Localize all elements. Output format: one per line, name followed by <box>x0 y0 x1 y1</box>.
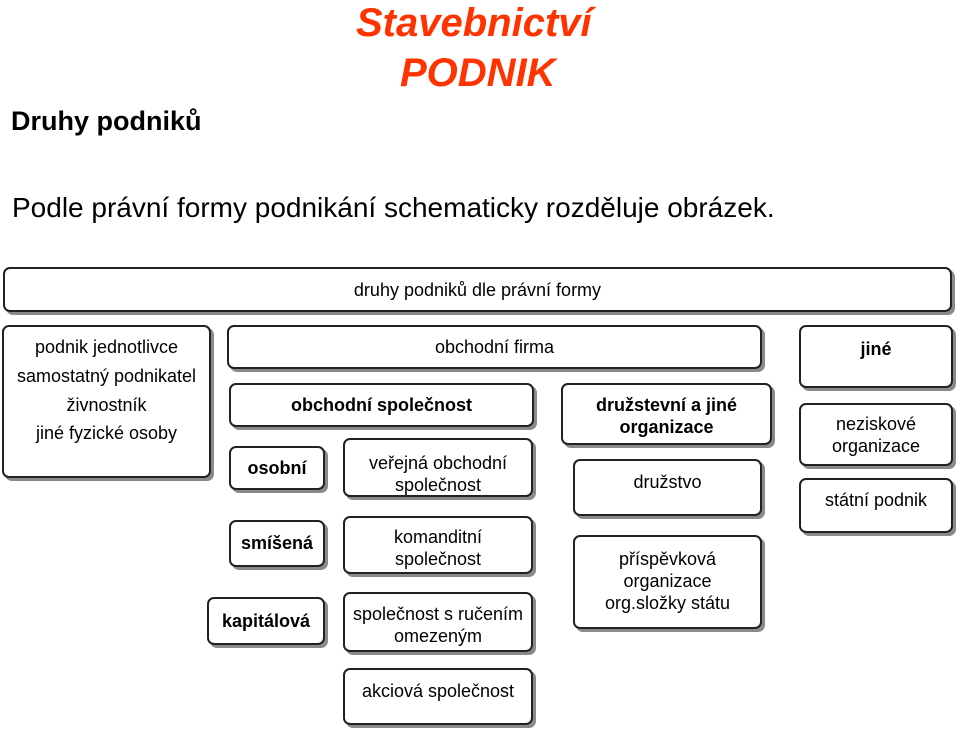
sole-item-3: jiné fyzické osoby <box>35 423 178 443</box>
sole-title: podnik jednotlivce <box>34 337 179 357</box>
contributory-line2: organizace <box>623 571 712 591</box>
general-partnership-line1: veřejná obchodní <box>368 453 508 473</box>
sole-item-2: živnostník <box>66 395 147 415</box>
personal-label: osobní <box>247 458 307 478</box>
general-partnership-line2: společnost <box>394 475 482 495</box>
company-label: obchodní společnost <box>290 395 472 415</box>
root-label: druhy podniků dle právní formy <box>353 280 602 300</box>
lead-text: Podle právní formy podnikání schematicky rozděluje obrázek. <box>12 192 775 223</box>
limited-partnership-line2: společnost <box>394 549 482 569</box>
llc-line2: omezeným <box>393 626 483 646</box>
cooperative-org-line2: organizace <box>619 417 714 437</box>
cooperative-org-line1: družstevní a jiné <box>595 395 738 415</box>
contributory-line1: příspěvková <box>618 549 717 569</box>
presentation-title-line2: PODNIK <box>400 51 556 95</box>
nonprofit-line2: organizace <box>831 436 921 456</box>
sole-item-1: samostatný podnikatel <box>16 366 197 386</box>
other-label: jiné <box>860 339 892 359</box>
state-enterprise-label: státní podnik <box>824 490 928 510</box>
commercial-firm-label: obchodní firma <box>434 337 555 357</box>
contributory-line3: org.složky státu <box>604 593 731 613</box>
section-heading: Druhy podniků <box>11 106 202 136</box>
cooperative-label: družstvo <box>633 472 702 492</box>
mixed-label: smíšená <box>240 533 314 553</box>
presentation-title-line1: Stavebnictví <box>356 1 592 45</box>
limited-partnership-line1: komanditní <box>393 527 483 547</box>
nonprofit-line1: neziskové <box>835 414 917 434</box>
joint-stock-label: akciová společnost <box>361 681 515 701</box>
llc-line1: společnost s ručením <box>352 604 524 624</box>
capital-label: kapitálová <box>221 611 311 631</box>
